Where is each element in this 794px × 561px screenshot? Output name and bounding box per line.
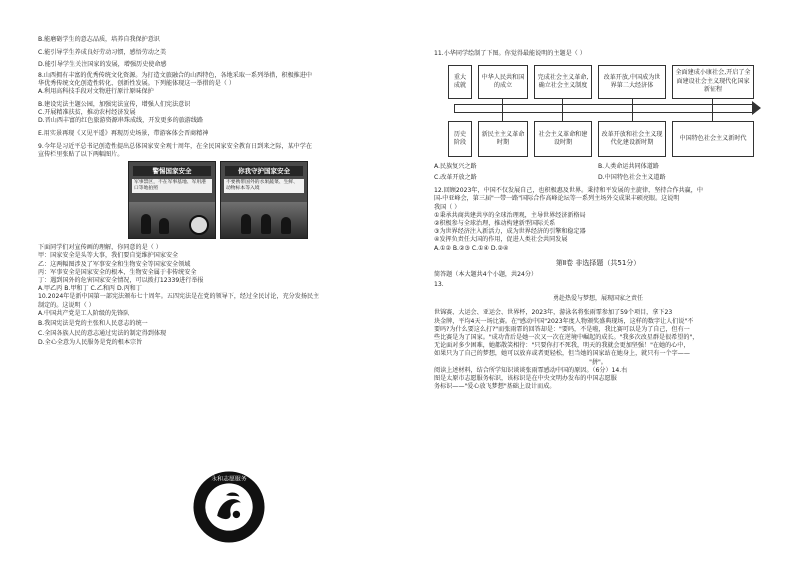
text-line: "拼"。: [589, 358, 607, 366]
question-13-number: 13.: [434, 281, 444, 289]
timeline-arrow: [454, 104, 754, 113]
text-line: 丙：军事安全是国家安全的根本，生物安全属于非传统安全: [38, 268, 197, 276]
text-line: 乙：这两幅图涉及了军事安全和生物安全等国家安全领域: [38, 260, 191, 268]
person-figure: [261, 214, 271, 234]
text-line: 国-中亚峰会，第三届"一带一路"国际合作高峰论坛等一系列主场外交成果丰硕亮眼。这说明: [434, 195, 680, 203]
text-line: 下面同学们对宣传画的理解，你同意的是（ ）: [38, 244, 162, 252]
poster-text: 军事禁区，不在军事基地、军用港口等地拍照: [132, 179, 212, 193]
volunteer-service-emblem: [192, 470, 266, 544]
text-line: 制定的。这说明（ ）: [38, 301, 95, 309]
text-line: 8.山西拥有丰富的优秀传统文化资源。为打造文旅融合的山西特色，各地采取一系列举措，积极推进中: [38, 71, 312, 79]
achievement-box: 改革开放,中国成为世界第二大经济体: [598, 65, 666, 99]
security-posters: [128, 161, 388, 241]
text-line: 无论面对多少困难，她都散笑相待："只要你打不死我，明天的我就会更加坚强！"在她的心中，: [434, 342, 690, 350]
history-timeline: [434, 61, 762, 161]
person-figure: [241, 214, 251, 234]
reading-instructions: [434, 367, 762, 392]
text-line: D.全心全意为人民服务是党的根本宗旨: [38, 338, 143, 346]
text-line: 华优秀传统文化创造性转化、创新性发展。下列能体现这一举措的是（ ）: [38, 79, 235, 87]
section-title: 简答题（本大题共4个小题，共24分）: [434, 270, 538, 278]
text-line: C.开展精准扶贫，推动农村经济发展: [38, 109, 136, 117]
timeline-tick: [712, 99, 713, 121]
stage-box: 中国特色社会主义新时代: [672, 121, 754, 157]
person-figure: [159, 218, 169, 234]
timeline-arrowhead: [752, 101, 761, 115]
question-12: [434, 187, 762, 253]
poster-title: 警惕国家安全: [133, 166, 211, 176]
text-line: E.用实景再现《又见平遥》再现历史场景，带游客体会晋商精神: [38, 129, 209, 137]
text-line: 图是太原市志愿服务标识，该标识是在中央文明办发布的中国志愿服: [434, 375, 617, 383]
text-line: 12.回顾2023年，中国不仅发展自己，也积极惠及世界。秉持和平发展的主旋律，坚持合作共赢，中: [434, 187, 703, 195]
poster-scene: [129, 202, 215, 238]
text-line: C.能引导学生养成良好劳动习惯，感悟劳动之美: [38, 48, 167, 56]
text-line: 甲：国家安全是头等大事，我们要自觉维护国家安全: [38, 252, 179, 260]
poster-biosecurity: [220, 161, 308, 239]
text-line: ②积极参与全球治理，推动构建新型国际关系: [434, 220, 556, 228]
text-line: A.①② B.②③ C.①④ D.②④: [434, 244, 509, 252]
text-line: 10.2024年是新中国第一部宪法颁布七十周年。五四宪法是在党的领导下，经过全民讨论，充分发扬民主: [38, 293, 320, 301]
poster-title: 你我守护国家安全: [225, 166, 303, 176]
text-line: 如果只为了自己的梦想，她可以放弃或者更轻松，但当她的国家站在她身上，就只有一个字——: [434, 350, 690, 358]
middle-lines: [38, 244, 388, 347]
text-line: ①秉承共商共建共享的全球治理观，主导世界经济新格局: [434, 211, 586, 219]
person-figure: [141, 214, 151, 234]
timeline-tick: [562, 99, 563, 121]
right-column: [434, 50, 762, 392]
stage-box: 新民主主义革命时期: [478, 121, 528, 157]
text-line: A.利用高科技手段对文物进行原汁原味保护: [38, 88, 154, 96]
text-line: ④发挥负责任大国的作用，促进人类社会共同发展: [434, 236, 568, 244]
text-line: 些比赛是为了国家。"成功背后是她一次又一次在逆境中崛起的成长。"我多次改星群是很希望的"，: [434, 334, 699, 342]
option-c: C.改革开放之路: [434, 174, 477, 182]
achievement-box: 完成社会主义革命,确立社会主义制度: [534, 65, 592, 99]
stage-box: 改革开放和社会主义现代化建设新时期: [598, 121, 666, 157]
achievement-box: 中华人民共和国的成立: [478, 65, 528, 99]
poster-text: 不要携带国外的水果蔬菜、生鲜、动物标本等入境: [224, 179, 304, 193]
emblem-text: 永和志愿服务: [211, 476, 247, 483]
left-column: [38, 36, 388, 347]
text-line: ③为世界经济注入新活力，成为世界经济的引擎和稳定器: [434, 228, 586, 236]
text-line: B.我国宪法是党的主张和人民意志的统一: [38, 320, 148, 328]
text-line: 要吗?为什么要这么打?"而张雨霏的回答却是："要吗，不是啦，我比赛可以是为了自己，但有一: [434, 325, 690, 333]
question-11-stem: 11.小华同学绘制了下图。你觉得最能说明的主题是（ ）: [434, 50, 586, 57]
text-line: D.晋山西丰富的红色旅游资源串珠成线，开发更多的旅游线路: [38, 117, 204, 125]
text-line: 阅读上述材料，结合所学知识谈谈张雨霏感动中国的原因。（6分）14.右: [434, 366, 628, 374]
text-line: B.建设宪法主题公园，加强宪法宣传，增强人们宪法意识: [38, 100, 191, 108]
achievement-box: 全面建成小康社会,开启了全面建设社会主义现代化国家新征程: [672, 65, 754, 99]
text-line: A.中国共产党是工人阶级的先锋队: [38, 309, 130, 317]
part-2-title: 第Ⅱ卷 非选择题（共51分）: [555, 259, 641, 268]
option-d: D.中国特色社会主义道路: [598, 174, 666, 182]
text-line: B.能磨砺学生的意志品质，培养自我保护意识: [38, 36, 160, 43]
top-lines: [38, 36, 388, 159]
timeline-tick: [502, 99, 503, 121]
poster-scene: [221, 202, 307, 238]
no-camera-icon: [189, 215, 209, 235]
text-line: 我国（ ）: [434, 203, 461, 211]
option-a: A.民族复兴之路: [434, 163, 477, 171]
question-11-options: [434, 163, 762, 182]
stage-box: 社会主义革命和建设时期: [534, 121, 592, 157]
timeline-label-achievement: 重大成就: [448, 65, 472, 99]
text-line: 务标识——"爱心放飞梦想"基础上设计而成。: [434, 383, 556, 391]
text-line: 丁：遇到国外的危害国家安全情况，可以拨打12339进行举报: [38, 277, 204, 284]
text-line: C.全国各族人民的意志通过宪法的制定得到体现: [38, 330, 167, 338]
text-line: A.甲乙丙 B.甲和丁 C.乙和丙 D.丙和丁: [38, 285, 142, 293]
essay-body: [434, 309, 762, 367]
person-figure: [281, 217, 291, 234]
option-b: B.人类命运共同体道路: [598, 163, 659, 171]
timeline-label-stage: 历史阶段: [448, 121, 472, 157]
text-line: 世锦赛、大运会、亚运会、世界杯，2023年，游泳名将张雨霏参加了59个项目，拿下23: [434, 309, 673, 317]
text-line: 宣传栏里张贴了以下两幅图片。: [38, 150, 124, 158]
text-line: 9.今年是习近平总书记创造性提出总体国家安全观十周年，在全民国家安全教育日到来之际，某中学在: [38, 142, 312, 150]
text-line: D.能引导学生关注国家的发展，增强历史使命感: [38, 61, 167, 69]
text-line: 块金牌，平均4天一场比赛。在"感动中国"2023年度人物颁奖盛典现场，这样的数字让人们说"不: [434, 317, 694, 325]
essay-title: 勇赴热爱与梦想，展现国家之责任: [552, 295, 643, 303]
timeline-tick: [632, 99, 633, 121]
poster-military-zone: [128, 161, 216, 239]
